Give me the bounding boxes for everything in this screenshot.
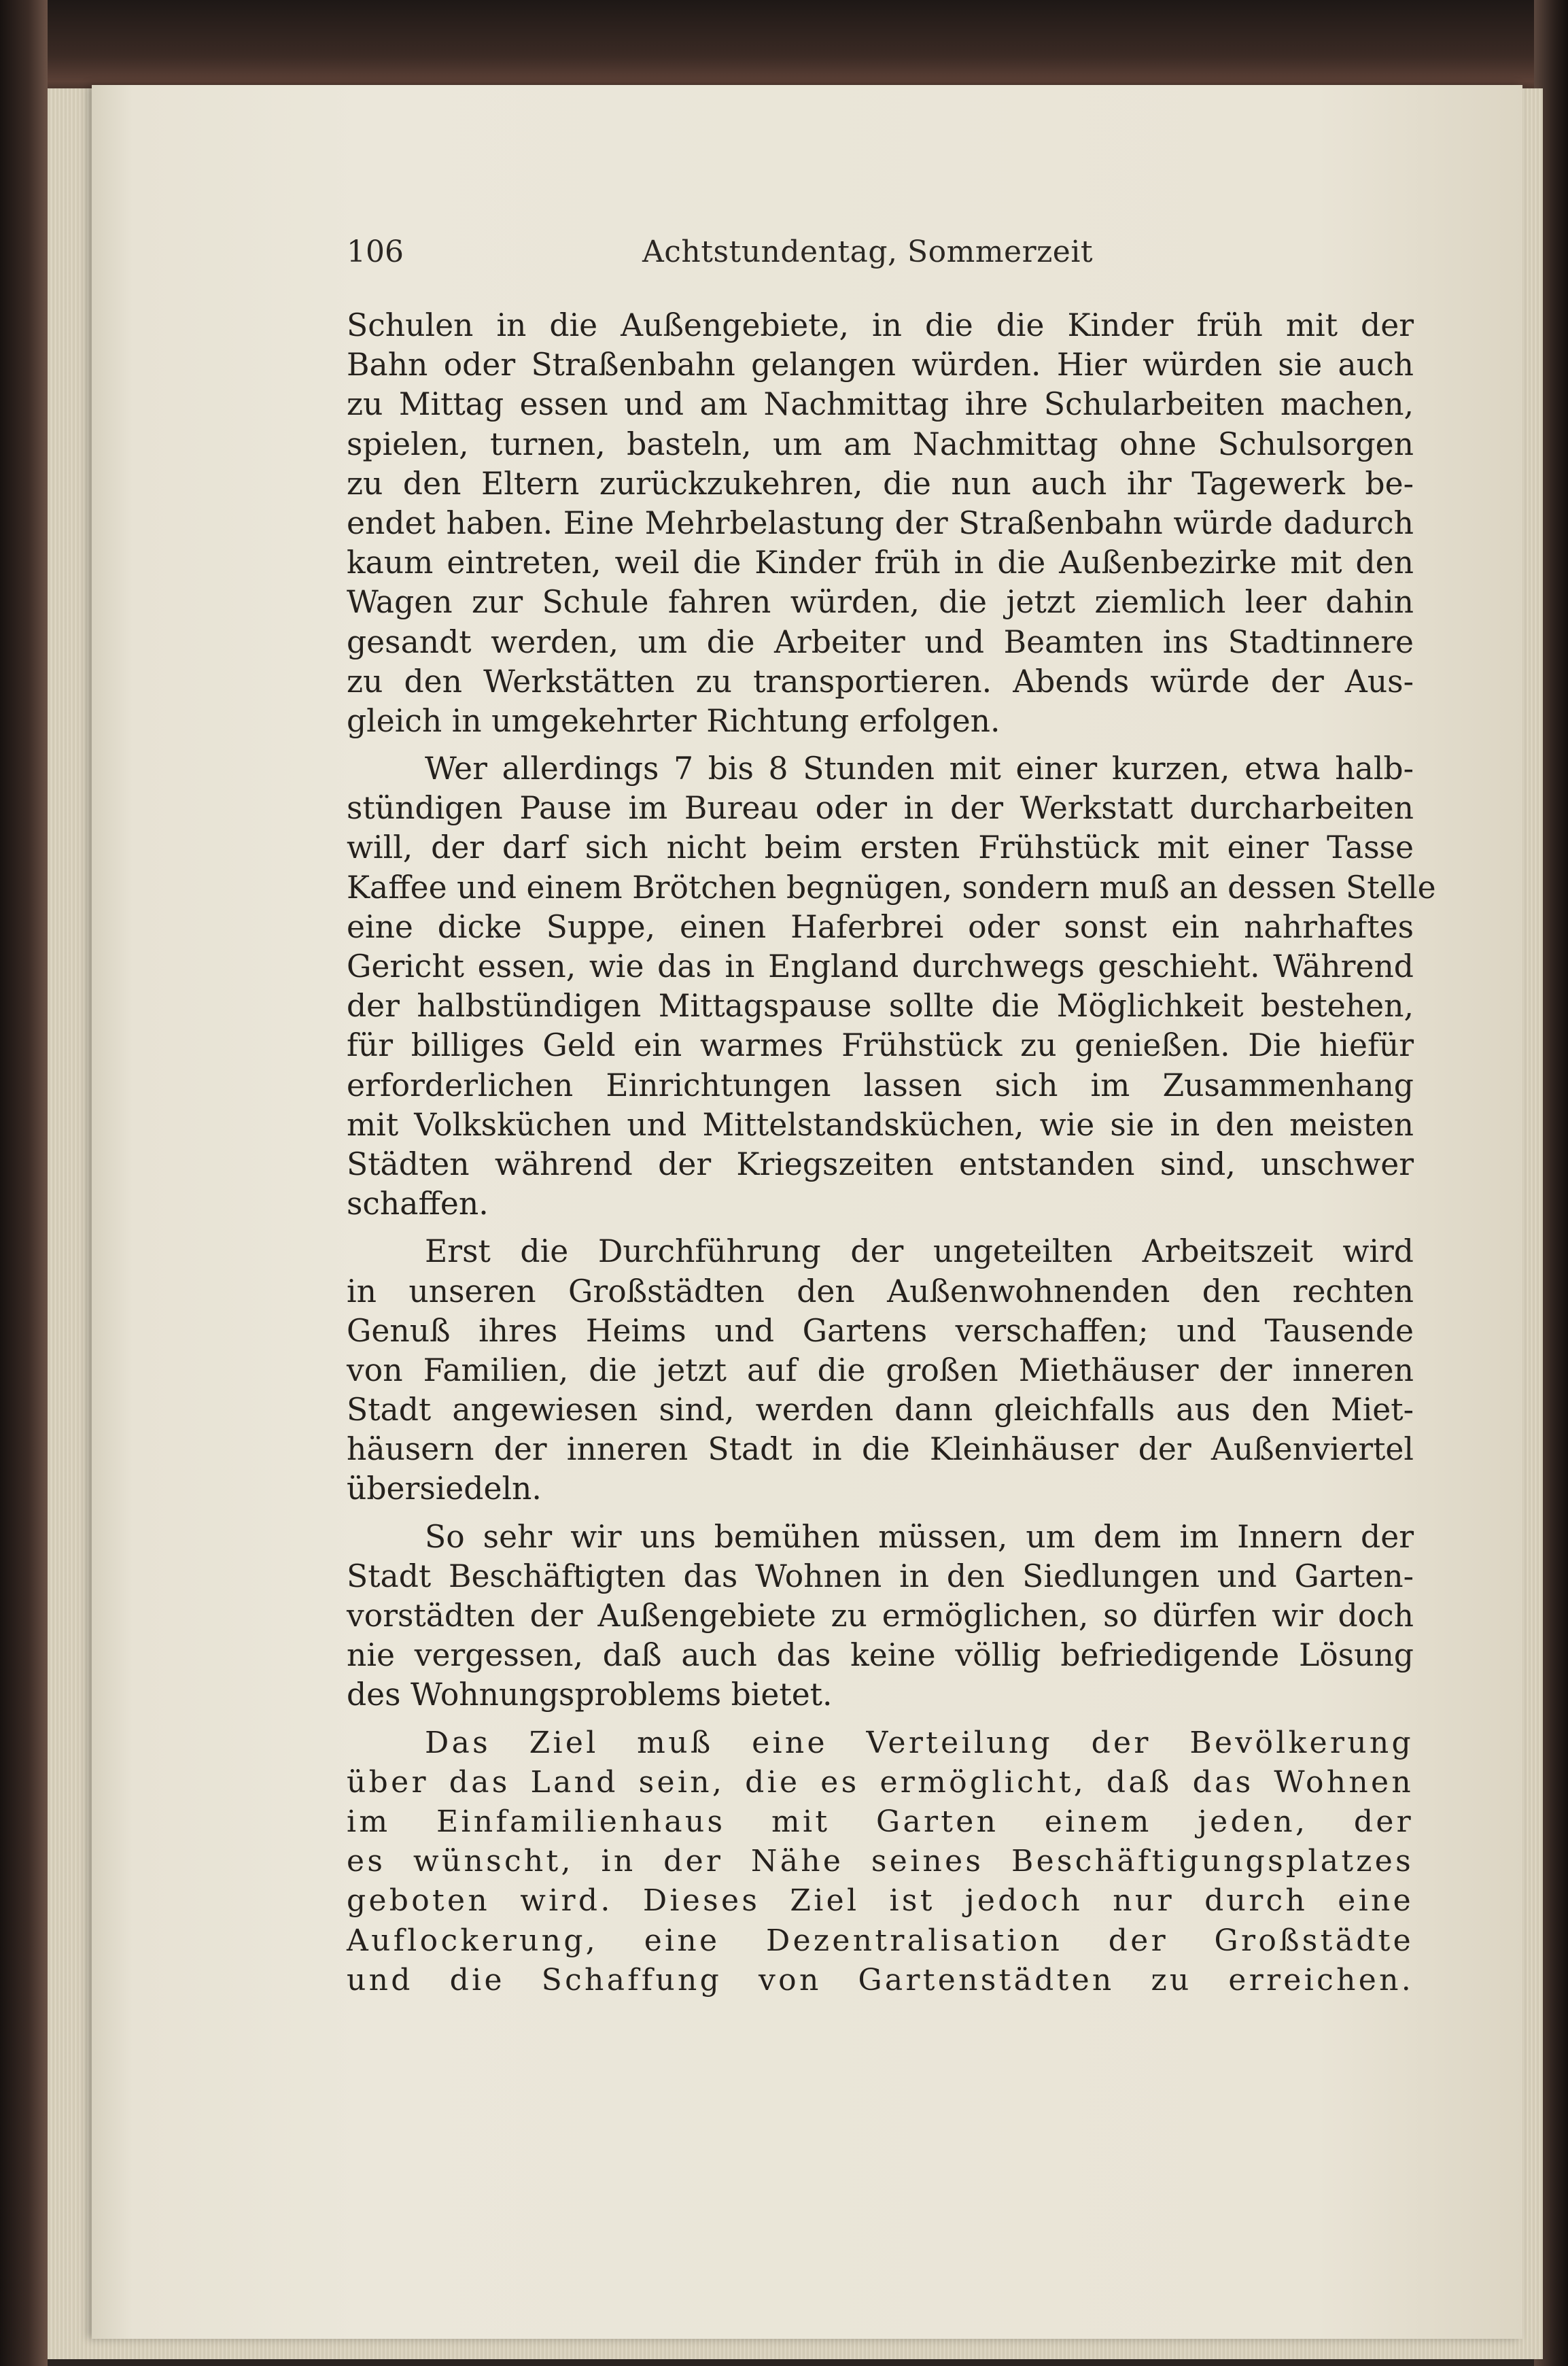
text-line: gleich in umgekehrter Richtung erfolgen. <box>347 702 1000 739</box>
text-line: Stadt angewiesen sind, werden dann gleichfalls aus den Miet- <box>347 1392 1414 1428</box>
text-line: zu den Werkstätten zu transportieren. Abends würde der Aus- <box>347 663 1414 700</box>
text-line: Auflockerung, eine Dezentralisation der Großstädte <box>347 1923 1414 1958</box>
text-line: mit Volksküchen und Mittelstandsküchen, wie sie in den meisten <box>347 1106 1414 1143</box>
text-line: der halbstündigen Mittagspause sollte die Möglichkeit bestehen, <box>347 988 1414 1025</box>
text-line: Wagen zur Schule fahren würden, die jetzt ziemlich leer dahin <box>347 584 1414 621</box>
text-line: Genuß ihres Heims und Gartens verschaffen; und Tausende <box>347 1312 1414 1349</box>
text-line: Kaffee und einem Brötchen begnügen, sondern muß an dessen Stelle <box>347 869 1436 906</box>
text-line: will, der darf sich nicht beim ersten Frühstück mit einer Tasse <box>347 829 1414 866</box>
text-line: Gericht essen, wie das in England durchwegs geschieht. Während <box>347 948 1414 984</box>
book-spine-left <box>0 0 48 2366</box>
text-line: übersiedeln. <box>347 1471 542 1507</box>
text-line: häusern der inneren Stadt in die Kleinhäuser der Außenviertel <box>347 1431 1414 1468</box>
text-line: Stadt Beschäftigten das Wohnen in den Siedlungen und Garten- <box>347 1558 1414 1594</box>
text-line: und die Schaffung von Gartenstädten zu erreichen. <box>347 1962 1414 1998</box>
text-line: Bahn oder Straßenbahn gelangen würden. Hier würden sie auch <box>347 347 1414 383</box>
text-line: vorstädten der Außengebiete zu ermöglichen, so dürfen wir doch <box>347 1598 1414 1634</box>
text-line: kaum eintreten, weil die Kinder früh in die Außenbezirke mit den <box>347 545 1414 581</box>
page-header <box>347 235 1115 275</box>
text-line: von Familien, die jetzt auf die großen Miethäuser der inneren <box>347 1352 1414 1388</box>
paragraph <box>347 1518 1414 1715</box>
body-text <box>347 306 1436 2008</box>
text-line: spielen, turnen, basteln, um am Nachmittag ohne Schulsorgen <box>347 426 1414 462</box>
text-line: zu den Eltern zurückzukehren, die nun auch ihr Tagewerk be- <box>347 465 1414 502</box>
text-line: Wer allerdings 7 bis 8 Stunden mit einer kurzen, etwa halb- <box>425 751 1414 787</box>
text-line: Schulen in die Außengebiete, in die die Kinder früh mit der <box>347 307 1414 343</box>
running-title: Achtstundentag, Sommerzeit <box>642 235 1094 269</box>
page-number: 106 <box>347 235 404 269</box>
text-line: endet haben. Eine Mehrbelastung der Straßenbahn würde dadurch <box>347 504 1414 541</box>
text-line: stündigen Pause im Bureau oder in der Werkstatt durcharbeiten <box>347 790 1414 827</box>
text-line: schaffen. <box>347 1186 489 1222</box>
text-line: gesandt werden, um die Arbeiter und Beamten ins Stadtinnere <box>347 623 1414 660</box>
paragraph-spaced-emphasis <box>347 1724 1414 2000</box>
text-line: des Wohnungsproblems bietet. <box>347 1677 833 1713</box>
paragraph <box>347 306 1414 741</box>
paragraph <box>347 1232 1414 1509</box>
text-line: für billiges Geld ein warmes Frühstück zu genießen. Die hiefür <box>347 1027 1414 1064</box>
text-line: So sehr wir uns bemühen müssen, um dem im Innern der <box>425 1518 1414 1555</box>
text-line: geboten wird. Dieses Ziel ist jedoch nur durch eine <box>347 1883 1414 1919</box>
text-line: über das Land sein, die es ermöglicht, daß das Wohnen <box>347 1764 1414 1800</box>
text-line: es wünscht, in der Nähe seines Beschäftigungsplatzes <box>347 1844 1414 1879</box>
text-line: Das Ziel muß eine Verteilung der Bevölkerung <box>425 1725 1414 1760</box>
text-line: eine dicke Suppe, einen Haferbrei oder sonst ein nahrhaftes <box>347 908 1414 945</box>
text-line: zu Mittag essen und am Nachmittag ihre Schularbeiten machen, <box>347 386 1414 423</box>
text-line: Erst die Durchführung der ungeteilten Arbeitszeit wird <box>425 1233 1414 1270</box>
paragraph <box>347 749 1436 1224</box>
text-line: nie vergessen, daß auch das keine völlig befriedigende Lösung <box>347 1637 1414 1674</box>
text-line: im Einfamilienhaus mit Garten einem jeden, der <box>347 1804 1414 1839</box>
text-line: in unseren Großstädten den Außenwohnenden den rechten <box>347 1273 1414 1309</box>
text-line: erforderlichen Einrichtungen lassen sich im Zusammenhang <box>347 1067 1414 1103</box>
text-line: Städten während der Kriegszeiten entstanden sind, unschwer <box>347 1146 1414 1182</box>
